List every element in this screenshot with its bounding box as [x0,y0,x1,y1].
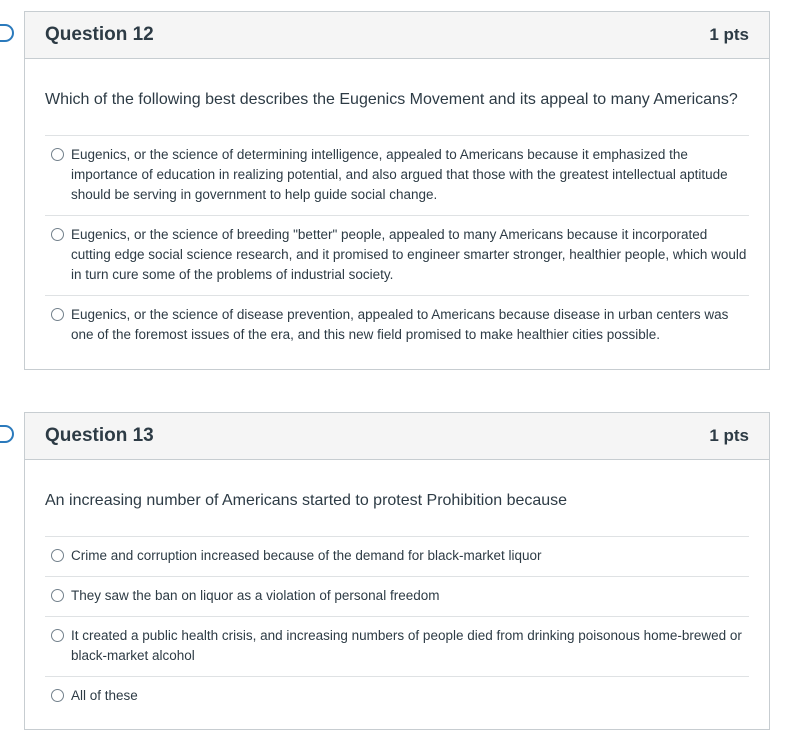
answer-option[interactable] [45,215,749,295]
answer-label[interactable]: It created a public health crisis, and increasing numbers of people died from drinking poisonous home-brewed or black-market alcohol [71,628,742,663]
question-13 [24,412,770,730]
flag-question-icon[interactable] [0,24,14,42]
answer-label[interactable]: Eugenics, or the science of breeding "better" people, appealed to many Americans because it incorporated cutting edge social science research, and it promised to engineer smarter stronger, healthier people, which would in turn cure some of the problems of industrial society. [71,227,747,282]
question-text: Which of the following best describes the Eugenics Movement and its appeal to many Americans? [45,91,738,108]
question-text: An increasing number of Americans started to protest Prohibition because [45,492,568,509]
answer-label[interactable]: Eugenics, or the science of determining intelligence, appealed to Americans because it emphasized the importance of education in realizing potential, and also argued that those with the greatest intellectual aptitude should be serving in government to help guide social change. [71,147,728,202]
question-header [25,413,769,460]
question-title: Question 12 [45,24,154,45]
question-header [25,12,769,59]
radio-button[interactable] [51,589,64,602]
radio-button[interactable] [51,629,64,642]
question-12 [24,11,770,370]
answer-label[interactable]: All of these [71,688,138,703]
answer-label[interactable]: Crime and corruption increased because of the demand for black-market liquor [71,548,542,563]
answer-option[interactable] [45,576,749,616]
answer-option[interactable] [45,295,749,355]
answer-list [45,536,749,716]
answer-list [45,135,749,355]
answer-label[interactable]: Eugenics, or the science of disease prevention, appealed to Americans because disease in urban centers was one of the foremost issues of the era, and this new field promised to make healthier cities possible. [71,307,729,342]
question-points: 1 pts [709,25,749,44]
answer-option[interactable] [45,536,749,576]
radio-button[interactable] [51,148,64,161]
answer-option[interactable] [45,135,749,215]
radio-button[interactable] [51,689,64,702]
radio-button[interactable] [51,549,64,562]
radio-button[interactable] [51,308,64,321]
flag-question-icon[interactable] [0,425,14,443]
answer-label[interactable]: They saw the ban on liquor as a violation of personal freedom [71,588,440,603]
question-title: Question 13 [45,425,154,446]
question-points: 1 pts [709,426,749,445]
radio-button[interactable] [51,228,64,241]
answer-option[interactable] [45,616,749,676]
answer-option[interactable] [45,676,749,716]
question-body [25,460,769,716]
question-body [25,59,769,355]
